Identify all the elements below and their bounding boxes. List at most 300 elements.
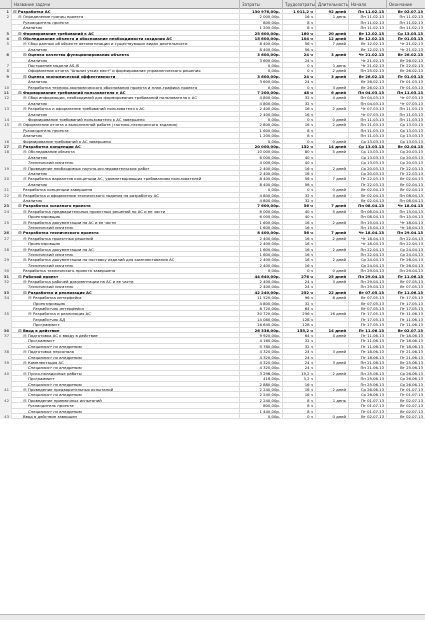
start-cell[interactable]: Пт 18.06.13 [349, 349, 387, 354]
finish-cell[interactable]: Пт 01.03.13 [399, 79, 423, 85]
start-cell[interactable]: Пн 11.02.13 [349, 9, 387, 14]
cost-cell[interactable]: 2 400,00р. [240, 236, 283, 241]
work-cell[interactable]: 24 ч [283, 58, 316, 63]
column-header-work[interactable]: Трудозатраты [285, 2, 315, 7]
work-cell[interactable]: 56 ч [283, 47, 316, 52]
row-id[interactable]: 28 [0, 247, 12, 252]
row-id[interactable]: 30 [0, 268, 12, 273]
duration-cell[interactable]: 5 дней [316, 209, 349, 214]
duration-cell[interactable]: 2 дней [316, 220, 349, 225]
work-cell[interactable]: 24 ч [283, 74, 316, 79]
duration-cell[interactable]: 7 дней [316, 176, 349, 181]
cost-cell[interactable]: 2 240,00р. [240, 398, 283, 403]
start-cell[interactable]: Пн 11.02.13 [349, 14, 387, 19]
work-cell[interactable]: 16 ч [283, 263, 316, 268]
cost-cell[interactable]: 7 600,00р. [240, 203, 283, 208]
finish-cell[interactable]: Ср 20.03.13 [399, 160, 423, 166]
finish-cell[interactable]: Пн 08.04.13 [399, 198, 423, 203]
start-cell[interactable]: Вт 02.04.13 [349, 193, 387, 198]
start-cell[interactable]: Вт 12.02.13 [349, 41, 387, 46]
finish-cell[interactable]: Пт 11.06.13 [399, 316, 423, 322]
finish-cell[interactable]: Чт 18.04.13 [400, 219, 423, 225]
finish-cell[interactable]: Чт 07.03.13 [400, 100, 423, 106]
finish-cell[interactable]: Ср 13.03.13 [399, 133, 423, 139]
duration-cell[interactable]: 3 дней [316, 85, 349, 90]
finish-cell[interactable]: Пт 26.04.13 [399, 257, 423, 263]
work-cell[interactable]: 16 ч [283, 171, 316, 176]
work-cell[interactable]: 56 ч [283, 176, 316, 181]
finish-cell[interactable]: Пн 11.03.13 [399, 106, 423, 112]
cost-cell[interactable]: 9 920,00р. [240, 333, 283, 338]
duration-cell[interactable]: 2 дней [316, 122, 349, 127]
duration-cell[interactable]: 2 дней [316, 257, 349, 262]
cost-cell[interactable]: 3 600,00р. [240, 74, 283, 79]
work-cell[interactable]: 0 ч [283, 139, 316, 144]
start-cell[interactable]: Пт 11.06.13 [349, 328, 387, 333]
row-id[interactable]: 14 [0, 117, 12, 122]
start-cell[interactable]: Ср 24.04.13 [349, 263, 387, 268]
finish-cell[interactable]: Пт 17.05.13 [399, 306, 423, 311]
cost-cell[interactable]: 2 400,00р. [240, 171, 283, 176]
duration-cell[interactable]: 92 дней [316, 9, 349, 14]
collapse-toggle-icon[interactable]: ⊟ [23, 106, 27, 112]
cost-cell[interactable]: 4 160,00р. [240, 338, 283, 343]
finish-cell[interactable]: Пн 15.04.13 [399, 214, 423, 220]
row-id[interactable]: 40 [0, 371, 12, 376]
row-id[interactable]: 19 [0, 166, 12, 171]
duration-cell[interactable]: 3 дней [316, 74, 349, 79]
start-cell[interactable]: Чт 21.02.13 [349, 58, 387, 63]
start-cell[interactable]: Вт 12.02.13 [349, 31, 387, 36]
finish-cell[interactable]: Чт 18.04.13 [400, 225, 423, 230]
duration-cell[interactable]: 2 дней [316, 106, 349, 111]
row-id[interactable]: 10 [0, 85, 12, 90]
start-cell[interactable]: Чт 21.02.13 [349, 52, 387, 57]
start-cell[interactable]: Ср 13.03.13 [349, 160, 387, 165]
cost-cell[interactable]: 5 760,00р. [240, 344, 283, 349]
row-id[interactable]: 6 [0, 52, 12, 57]
duration-cell[interactable]: 2 дней [316, 236, 349, 241]
row-id[interactable]: 36 [0, 328, 12, 333]
cost-cell[interactable]: 800,00р. [240, 403, 283, 408]
work-cell[interactable]: 56 ч [283, 203, 316, 208]
finish-cell[interactable]: Пт 22.03.13 [399, 165, 423, 171]
row-id[interactable]: 18 [0, 149, 12, 154]
cost-cell[interactable]: 30 720,00р. [240, 311, 283, 316]
work-cell[interactable]: 104 ч [283, 36, 316, 41]
start-cell[interactable]: Ср 13.03.13 [349, 144, 387, 149]
cost-cell[interactable]: 6 000,00р. [240, 209, 283, 214]
work-cell[interactable]: 8 ч [283, 403, 316, 408]
finish-cell[interactable]: Ср 13.03.13 [397, 30, 423, 36]
work-cell[interactable]: 24 ч [283, 52, 316, 57]
collapse-toggle-icon[interactable]: ⊟ [18, 192, 22, 198]
duration-cell[interactable]: 0 дней [316, 187, 349, 192]
finish-cell[interactable]: Пн 22.04.13 [399, 241, 423, 247]
start-cell[interactable]: Пн 08.04.13 [349, 214, 387, 219]
cost-cell[interactable]: 1 200,00р. [240, 133, 283, 138]
work-cell[interactable]: 128 ч [283, 322, 316, 327]
row-id[interactable]: 17 [0, 144, 12, 149]
cost-cell[interactable]: 0,00р. [240, 68, 283, 73]
start-cell[interactable]: Чт 18.04.13 [349, 241, 387, 246]
collapse-toggle-icon[interactable]: ⊟ [23, 246, 27, 252]
horizontal-scrollbar[interactable] [0, 614, 425, 620]
finish-cell[interactable]: Вт 02.07.13 [397, 9, 423, 14]
finish-cell[interactable]: Ср 26.06.13 [399, 376, 423, 382]
work-cell[interactable]: 32 ч [283, 101, 316, 106]
row-id[interactable]: 43 [0, 414, 12, 419]
finish-cell[interactable]: Ср 13.03.13 [399, 122, 423, 128]
start-cell[interactable]: Вт 26.02.13 [349, 79, 387, 84]
cost-cell[interactable]: 4 320,00р. [240, 365, 283, 370]
duration-cell[interactable]: 0 дней [316, 268, 349, 273]
row-id[interactable]: 21 [0, 187, 12, 192]
cost-cell[interactable]: 3 296,00р. [240, 371, 283, 376]
start-cell[interactable]: Пт 01.07.13 [349, 409, 387, 414]
duration-cell[interactable]: 4 дней [316, 193, 349, 198]
row-id[interactable]: 15 [0, 122, 12, 127]
cost-cell[interactable]: 4 320,00р. [240, 349, 283, 354]
start-cell[interactable]: Чт 18.04.13 [349, 230, 387, 235]
finish-cell[interactable]: Пт 21.06.13 [399, 349, 423, 355]
work-cell[interactable]: 0 ч [283, 268, 316, 273]
start-cell[interactable]: Вт 02.04.13 [349, 187, 387, 192]
row-id[interactable]: 12 [0, 95, 12, 100]
duration-cell[interactable]: 3 дней [316, 349, 349, 354]
duration-cell[interactable]: 4 дней [316, 95, 349, 100]
collapse-toggle-icon[interactable]: ⊟ [23, 333, 27, 338]
cost-cell[interactable]: 8 400,00р. [240, 47, 283, 52]
cost-cell[interactable]: 4 800,00р. [240, 193, 283, 198]
cost-cell[interactable]: 3 600,00р. [240, 52, 283, 57]
finish-cell[interactable]: Пт 22.02.13 [399, 63, 423, 68]
finish-cell[interactable]: Ср 20.03.13 [399, 154, 423, 160]
finish-cell[interactable]: Вт 02.07.13 [400, 408, 423, 414]
finish-cell[interactable]: Вт 02.07.13 [397, 327, 423, 333]
start-cell[interactable]: Пн 22.04.13 [349, 252, 387, 257]
start-cell[interactable]: Пн 11.03.13 [349, 122, 387, 127]
start-cell[interactable]: Чт 21.02.13 [349, 63, 387, 68]
work-cell[interactable]: 24 ч [283, 365, 316, 370]
start-cell[interactable]: Вт 02.04.13 [349, 198, 387, 203]
cost-cell[interactable]: 26 336,00р. [240, 328, 283, 333]
finish-cell[interactable]: Пн 15.04.13 [399, 208, 423, 214]
collapse-toggle-icon[interactable]: ⊟ [13, 9, 17, 14]
collapse-toggle-icon[interactable]: ⊟ [23, 370, 27, 376]
cost-cell[interactable]: 4 800,00р. [240, 198, 283, 203]
collapse-toggle-icon[interactable]: ⊟ [23, 397, 27, 403]
collapse-toggle-icon[interactable]: ⊟ [23, 387, 27, 392]
row-id[interactable]: 13 [0, 106, 12, 111]
work-cell[interactable]: 40 ч [283, 160, 316, 165]
start-cell[interactable]: Ср 20.03.13 [349, 166, 387, 171]
row-id[interactable]: 9 [0, 74, 12, 79]
start-cell[interactable]: Чт 07.03.13 [349, 106, 387, 111]
work-cell[interactable]: 16 ч [283, 112, 316, 117]
start-cell[interactable]: Вт 26.02.13 [349, 74, 387, 79]
collapse-toggle-icon[interactable]: ⊟ [18, 36, 22, 41]
column-header-cost[interactable]: Затраты [240, 0, 283, 9]
collapse-toggle-icon[interactable]: ⊟ [23, 73, 27, 79]
finish-cell[interactable]: Пт 01.07.13 [399, 387, 423, 392]
row-id[interactable]: 3 [0, 31, 12, 36]
work-cell[interactable]: 16 ч [283, 122, 316, 127]
row-id[interactable]: 1 [0, 9, 12, 14]
row-id[interactable]: 22 [0, 193, 12, 198]
start-cell[interactable]: Ср 20.03.13 [349, 171, 387, 176]
duration-cell[interactable]: 7 дней [316, 203, 349, 208]
work-cell[interactable]: 276 ч [283, 274, 316, 279]
collapse-toggle-icon[interactable]: ⊟ [23, 52, 27, 58]
duration-cell[interactable]: 12 дней [316, 36, 349, 41]
cost-cell[interactable]: 16 640,00р. [240, 322, 283, 327]
work-cell[interactable]: 16 ч [283, 220, 316, 225]
collapse-toggle-icon[interactable]: ⊟ [18, 122, 22, 128]
cost-cell[interactable]: 1 600,00р. [240, 247, 283, 252]
cost-cell[interactable]: 2 400,00р. [240, 284, 283, 289]
cost-cell[interactable]: 6 000,00р. [240, 214, 283, 219]
duration-cell[interactable]: 0 дней [316, 117, 349, 122]
finish-cell[interactable]: Пн 11.02.13 [399, 25, 423, 31]
work-cell[interactable]: 8 ч [283, 133, 316, 138]
start-cell[interactable]: Пн 11.03.13 [349, 133, 387, 138]
finish-cell[interactable]: Вт 26.02.13 [400, 68, 423, 74]
start-cell[interactable]: Ср 13.03.13 [349, 149, 387, 154]
duration-cell[interactable]: 6 дней [316, 90, 349, 95]
row-id[interactable]: 4 [0, 36, 12, 41]
start-cell[interactable]: Вт 07.05.13 [349, 301, 387, 306]
work-cell[interactable]: 0 ч [283, 68, 316, 73]
work-cell[interactable]: 8 ч [283, 128, 316, 133]
collapse-toggle-icon[interactable]: ⊟ [18, 230, 22, 236]
work-cell[interactable]: 32 ч [283, 301, 316, 306]
row-id[interactable]: 8 [0, 68, 12, 73]
collapse-toggle-icon[interactable]: ⊟ [23, 41, 27, 47]
start-cell[interactable]: Пн 29.04.13 [349, 284, 387, 289]
cost-cell[interactable]: 44 640,00р. [240, 274, 283, 279]
work-cell[interactable]: 16 ч [283, 387, 316, 392]
start-cell[interactable]: Пт 22.03.13 [349, 182, 387, 187]
row-id[interactable]: 7 [0, 63, 12, 68]
row-id[interactable]: 35 [0, 311, 12, 316]
work-cell[interactable]: 155,2 ч [283, 328, 316, 333]
start-cell[interactable]: Пн 21.06.13 [349, 360, 387, 365]
cost-cell[interactable]: 2 400,00р. [240, 106, 283, 111]
finish-cell[interactable]: Вт 07.05.13 [400, 284, 423, 290]
collapse-toggle-icon[interactable]: ⊟ [23, 279, 27, 284]
cost-cell[interactable]: 10 000,00р. [240, 149, 283, 154]
start-cell[interactable]: Вт 07.05.13 [349, 290, 387, 295]
cost-cell[interactable]: 14 080,00р. [240, 317, 283, 322]
work-cell[interactable]: 0 ч [283, 63, 316, 68]
finish-cell[interactable]: Пн 22.04.13 [399, 235, 423, 241]
finish-cell[interactable]: Ср 20.03.13 [399, 149, 423, 155]
work-cell[interactable]: 0 ч [283, 85, 316, 90]
start-cell[interactable]: Пт 17.05.13 [349, 311, 387, 316]
start-cell[interactable]: Пн 08.04.13 [349, 203, 387, 208]
finish-cell[interactable]: Ср 26.06.13 [399, 370, 423, 376]
finish-cell[interactable]: Пн 11.02.13 [399, 14, 423, 20]
work-cell[interactable]: 0 ч [283, 414, 316, 419]
row-id[interactable]: 11 [0, 90, 12, 95]
column-header-id[interactable] [0, 0, 12, 9]
collapse-toggle-icon[interactable]: ⊟ [23, 95, 27, 101]
start-cell[interactable]: Пн 11.02.13 [349, 20, 387, 25]
work-cell[interactable]: 40 ч [283, 155, 316, 160]
collapse-toggle-icon[interactable]: ⊟ [23, 176, 27, 182]
cost-cell[interactable]: 7 200,00р. [240, 90, 283, 95]
finish-cell[interactable]: Вт 02.04.13 [400, 176, 423, 182]
work-cell[interactable]: 252 ч [283, 290, 316, 295]
finish-cell[interactable]: Вт 02.07.13 [400, 403, 423, 409]
work-cell[interactable]: 8 ч [283, 398, 316, 403]
duration-cell[interactable]: 3 дней [316, 52, 349, 57]
work-cell[interactable]: 48 ч [283, 90, 316, 95]
duration-cell[interactable]: 0 дней [316, 414, 349, 419]
work-cell[interactable]: 128 ч [283, 317, 316, 322]
row-id[interactable]: 29 [0, 257, 12, 262]
cost-cell[interactable]: 2 400,00р. [240, 279, 283, 284]
row-id[interactable]: 2 [0, 14, 12, 19]
work-cell[interactable]: 24 ч [283, 360, 316, 365]
start-cell[interactable]: Вт 07.05.13 [349, 295, 387, 300]
work-cell[interactable]: 32 ч [283, 198, 316, 203]
row-id[interactable]: 33 [0, 290, 12, 295]
start-cell[interactable]: Пн 11.02.13 [349, 25, 387, 30]
start-cell[interactable]: Пн 08.04.13 [349, 209, 387, 214]
finish-cell[interactable]: Вт 26.02.13 [400, 57, 423, 63]
finish-cell[interactable]: Ср 13.03.13 [399, 138, 423, 144]
cost-cell[interactable]: 4 800,00р. [240, 101, 283, 106]
cost-cell[interactable]: 8 400,00р. [240, 176, 283, 181]
work-cell[interactable]: 40 ч [283, 209, 316, 214]
cost-cell[interactable]: 2 400,00р. [240, 112, 283, 117]
work-cell[interactable]: 8 ч [283, 25, 316, 30]
work-cell[interactable]: 56 ч [283, 182, 316, 187]
start-cell[interactable]: Пн 29.04.13 [349, 274, 387, 279]
row-id[interactable]: 16 [0, 139, 12, 144]
finish-cell[interactable]: Пт 22.03.13 [399, 171, 423, 176]
start-cell[interactable]: Пн 15.04.13 [349, 225, 387, 230]
start-cell[interactable]: Чт 18.04.13 [349, 236, 387, 241]
row-id[interactable]: 25 [0, 220, 12, 225]
cost-cell[interactable]: 1 600,00р. [240, 128, 283, 133]
finish-cell[interactable]: Ср 24.04.13 [399, 246, 423, 252]
collapse-toggle-icon[interactable]: ⊟ [23, 219, 27, 225]
cost-cell[interactable]: 4 320,00р. [240, 355, 283, 360]
start-cell[interactable]: Пн 04.03.13 [349, 95, 387, 100]
work-cell[interactable]: 24 ч [283, 355, 316, 360]
duration-cell[interactable]: 16 дней [316, 311, 349, 316]
work-cell[interactable]: 32 ч [283, 338, 316, 343]
finish-cell[interactable]: Ср 24.04.13 [399, 252, 423, 257]
cost-cell[interactable]: 2 400,00р. [240, 241, 283, 246]
collapse-toggle-icon[interactable]: ⊟ [23, 257, 27, 263]
work-cell[interactable]: 16 ч [283, 392, 316, 397]
duration-cell[interactable]: 2 дней [316, 68, 349, 73]
start-cell[interactable]: Пт 18.06.13 [349, 355, 387, 360]
cost-cell[interactable]: 130 976,00р. [240, 9, 283, 14]
start-cell[interactable]: Пн 15.04.13 [349, 220, 387, 225]
collapse-toggle-icon[interactable]: ⊟ [23, 349, 27, 355]
collapse-toggle-icon[interactable]: ⊟ [23, 360, 27, 365]
start-cell[interactable]: Пт 01.07.13 [349, 398, 387, 403]
collapse-toggle-icon[interactable]: ⊟ [18, 327, 22, 333]
work-cell[interactable]: 56 ч [283, 230, 316, 235]
finish-cell[interactable]: Пн 11.02.13 [399, 19, 423, 25]
work-cell[interactable]: 19,2 ч [283, 371, 316, 376]
start-cell[interactable]: Пн 11.03.13 [349, 117, 387, 122]
row-id[interactable]: 34 [0, 295, 12, 300]
cost-cell[interactable]: 42 240,00р. [240, 290, 283, 295]
start-cell[interactable]: Пт 17.05.13 [349, 322, 387, 327]
start-cell[interactable]: Пт 11.06.13 [349, 344, 387, 349]
cost-cell[interactable]: 8 400,00р. [240, 230, 283, 235]
collapse-toggle-icon[interactable]: ⊟ [28, 311, 32, 317]
duration-cell[interactable]: 14 дней [316, 144, 349, 149]
column-header-name[interactable]: Название задачи [12, 0, 240, 9]
column-header-duration[interactable]: Длительность [318, 2, 348, 7]
column-header-finish[interactable]: Окончание [389, 2, 413, 7]
cost-cell[interactable]: 4 320,00р. [240, 360, 283, 365]
finish-cell[interactable]: Вт 02.07.13 [400, 414, 423, 419]
work-cell[interactable]: 1 011,2 ч [283, 9, 316, 14]
task-row[interactable] [0, 414, 425, 419]
cost-cell[interactable]: 6 000,00р. [240, 155, 283, 160]
finish-cell[interactable]: Ср 13.03.13 [399, 127, 423, 133]
finish-cell[interactable]: Пн 11.03.13 [397, 90, 423, 95]
cost-cell[interactable]: 1 200,00р. [240, 25, 283, 30]
duration-cell[interactable]: 8 дней [316, 295, 349, 300]
work-cell[interactable]: 16 ч [283, 14, 316, 19]
duration-cell[interactable]: 2 дней [316, 387, 349, 392]
row-id[interactable]: 23 [0, 203, 12, 208]
start-cell[interactable]: Пн 25.06.13 [349, 376, 387, 381]
work-cell[interactable]: 16 ч [283, 106, 316, 111]
collapse-toggle-icon[interactable]: ⊟ [23, 208, 27, 214]
finish-cell[interactable]: Пт 21.06.13 [399, 354, 423, 360]
collapse-toggle-icon[interactable]: ⊟ [18, 144, 22, 149]
duration-cell[interactable]: 1 день [316, 14, 349, 19]
collapse-toggle-icon[interactable]: ⊟ [18, 30, 22, 36]
cost-cell[interactable]: 0,00р. [240, 85, 283, 90]
duration-cell[interactable]: 14 дней [316, 328, 349, 333]
cost-cell[interactable]: 6 720,00р. [240, 306, 283, 311]
start-cell[interactable]: Пн 29.04.13 [349, 268, 387, 273]
finish-cell[interactable]: Пн 11.03.13 [399, 117, 423, 122]
finish-cell[interactable]: Вт 02.04.13 [400, 187, 423, 193]
finish-cell[interactable]: Пт 17.05.13 [399, 295, 423, 301]
finish-cell[interactable]: Пт 18.06.13 [399, 333, 423, 338]
row-id[interactable]: 37 [0, 333, 12, 338]
work-cell[interactable]: 80 ч [283, 149, 316, 154]
work-cell[interactable]: 24 ч [283, 279, 316, 284]
duration-cell[interactable]: 7 дней [316, 41, 349, 46]
cost-cell[interactable]: 8 400,00р. [240, 182, 283, 187]
duration-cell[interactable]: 2 дней [316, 371, 349, 376]
work-cell[interactable]: 160 ч [283, 31, 316, 36]
cost-cell[interactable]: 20 000,00р. [240, 144, 283, 149]
start-cell[interactable]: Пн 22.04.13 [349, 247, 387, 252]
collapse-toggle-icon[interactable]: ⊟ [18, 90, 22, 95]
finish-cell[interactable]: Чт 21.02.13 [400, 41, 423, 47]
cost-cell[interactable]: 2 400,00р. [240, 263, 283, 268]
start-cell[interactable]: Пн 25.06.13 [349, 371, 387, 376]
cost-cell[interactable]: 25 600,00р. [240, 31, 283, 36]
finish-cell[interactable]: Пт 26.04.13 [399, 262, 423, 268]
finish-cell[interactable]: Вт 02.04.13 [400, 181, 423, 187]
